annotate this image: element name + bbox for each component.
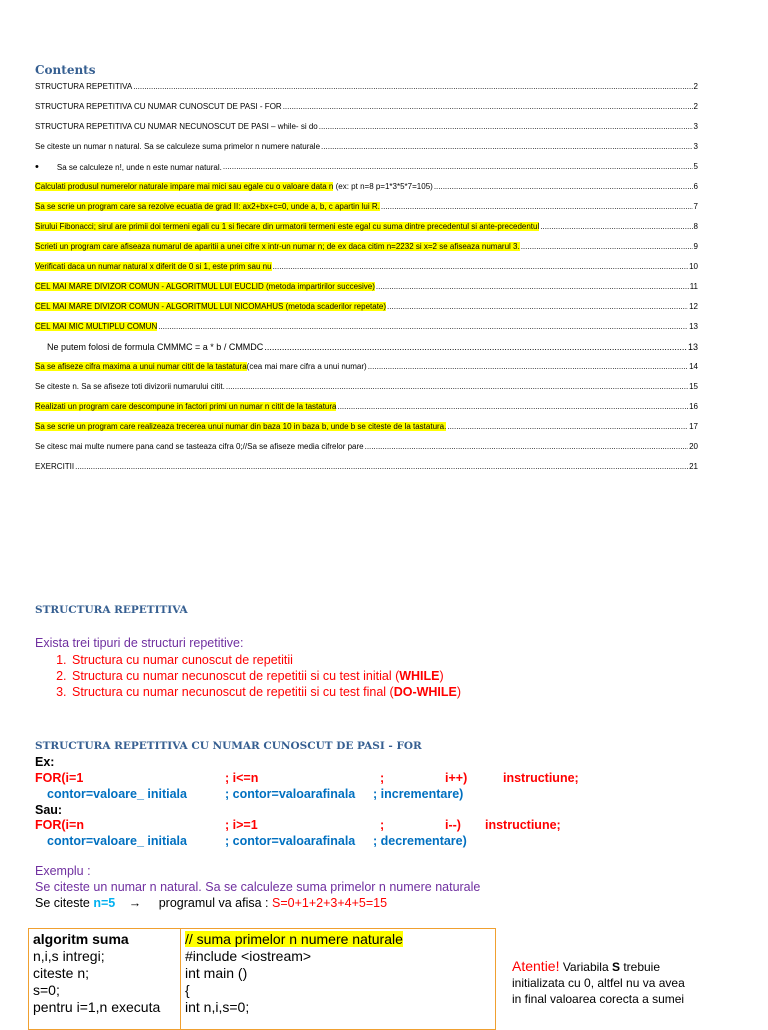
toc-entry[interactable]: CEL MAI MIC MULTIPLU COMUN ..... 13: [35, 320, 698, 340]
toc-entry[interactable]: Se citeste un numar n natural. Sa se calculeze suma primelor n numere naturale ..... 3: [35, 140, 698, 160]
sau-label: Sau:: [35, 803, 63, 817]
toc-entry[interactable]: EXERCITII ..... 21: [35, 460, 698, 480]
toc-page-number: 14: [689, 362, 698, 371]
code-line: int main (): [185, 965, 248, 981]
pseudocode-line: s=0;: [33, 982, 60, 998]
toc-entry[interactable]: Scrieti un program care afiseaza numarul de aparitii a unei cifre x intr-un numar n; de ex daca citim n=2232 si x=2 se afiseaza numarul 3. ..... 9: [35, 240, 698, 260]
code-comment: // suma primelor n numere naturale: [185, 931, 403, 947]
toc-page-number: 3: [693, 142, 698, 151]
list-item: 3. Structura cu numar necunoscut de repetitii si cu test final (DO-WHILE): [70, 684, 461, 700]
attention-note: Atentie! Variabila S trebuie initializata cu 0, altfel nu va avea in final valoarea corecta a sumei: [512, 958, 685, 1006]
toc-page-number: 17: [689, 422, 698, 431]
toc-page-number: 13: [689, 322, 698, 331]
toc-title: Contents: [35, 63, 96, 77]
toc-entry[interactable]: Sa se scrie un program care sa rezolve ecuatia de grad II: ax2+bx+c=0, unde a, b, c apartin lui R. ..... 7: [35, 200, 698, 220]
code-line: #include <iostream>: [185, 948, 312, 964]
toc-entry[interactable]: Realizati un program care descompune in factori primi un numar n citit de la tastatura ..... 16: [35, 400, 698, 420]
pseudocode-title: algoritm suma: [33, 931, 129, 947]
algorithm-table: [28, 928, 496, 1030]
toc-page-number: 2: [693, 102, 698, 111]
code-line: int n,i,s=0;: [185, 999, 250, 1015]
toc-page-number: 5: [693, 162, 698, 171]
toc-entry[interactable]: Calculati produsul numerelor naturale impare mai mici sau egale cu o valoare data n (ex: pt n=8 p=1*3*5*7=105) ..... 6: [35, 180, 698, 200]
pseudocode-line: n,i,s intregi;: [33, 948, 105, 964]
toc-entry[interactable]: Ne putem folosi de formula CMMMC = a * b / CMMDC ..... 13: [35, 340, 698, 360]
pseudocode-line: pentru i=1,n executa: [33, 999, 161, 1015]
toc-page-number: 16: [689, 402, 698, 411]
toc-entry[interactable]: STRUCTURA REPETITIVA CU NUMAR NECUNOSCUT DE PASI – while- si do ..... 3: [35, 120, 698, 140]
toc-page-number: 9: [693, 242, 698, 251]
toc-entry[interactable]: STRUCTURA REPETITIVA CU NUMAR CUNOSCUT DE PASI - FOR ..... 2: [35, 100, 698, 120]
toc-page-number: 8: [693, 222, 698, 231]
toc-page-number: 12: [689, 302, 698, 311]
toc-page-number: 20: [689, 442, 698, 451]
arrow-icon: →: [128, 896, 142, 910]
toc-entry[interactable]: Sa se scrie un program care realizeaza trecerea unui numar din baza 10 in baza b, unde b se citeste de la tastatura. ..... 17: [35, 420, 698, 440]
code-line: {: [185, 982, 190, 998]
toc-entry[interactable]: STRUCTURA REPETITIVA ..... 2: [35, 80, 698, 100]
structure-types-list: [35, 652, 461, 700]
toc-page-number: 6: [693, 182, 698, 191]
toc-entry[interactable]: Sa se afiseze cifra maxima a unui numar citit de la tastatura(cea mai mare cifra a unui numar) ..... 14: [35, 360, 698, 380]
toc-page-number: 7: [693, 202, 698, 211]
toc-page-number: 10: [689, 262, 698, 271]
section-heading-for: STRUCTURA REPETITIVA CU NUMAR CUNOSCUT DE PASI - FOR: [35, 740, 422, 752]
toc-page-number: 13: [687, 342, 698, 352]
section-intro: Exista trei tipuri de structuri repetitive:: [35, 636, 244, 650]
example-text: Se citeste un numar n natural. Sa se calculeze suma primelor n numere naturale: [35, 880, 481, 894]
list-item: 1. Structura cu numar cunoscut de repetitii: [70, 652, 461, 668]
toc-page-number: 2: [693, 82, 698, 91]
pseudocode-line: citeste n;: [33, 965, 90, 981]
cpp-code-cell: [181, 929, 496, 1030]
table-of-contents: [35, 80, 698, 480]
toc-page-number: 15: [689, 382, 698, 391]
example-label: Exemplu :: [35, 864, 91, 878]
toc-entry[interactable]: CEL MAI MARE DIVIZOR COMUN - ALGORITMUL LUI EUCLID (metoda impartirilor succesive) ..... 11: [35, 280, 698, 300]
ex-label: Ex:: [35, 755, 55, 769]
list-item: 2. Structura cu numar necunoscut de repetitii si cu test initial (WHILE): [70, 668, 461, 684]
toc-entry[interactable]: Verificati daca un numar natural x diferit de 0 si 1, este prim sau nu ..... 10: [35, 260, 698, 280]
toc-entry[interactable]: • Sa se calculeze n!, unde n este numar natural. ..... 5: [35, 160, 698, 180]
toc-entry[interactable]: CEL MAI MARE DIVIZOR COMUN - ALGORITMUL LUI NICOMAHUS (metoda scaderilor repetate) ..... 12: [35, 300, 698, 320]
toc-entry[interactable]: Sirului Fibonacci; sirul are primii doi termeni egali cu 1 si fiecare din urmatorii termeni este egal cu suma dintre precedentul si ante-precedentul ..... 8: [35, 220, 698, 240]
toc-page-number: 21: [689, 462, 698, 471]
example-io-line: Se citeste n=5 → programul va afisa : S=0+1+2+3+4+5=15: [35, 896, 388, 910]
pseudocode-cell: [29, 929, 181, 1030]
toc-entry[interactable]: Se citesc mai multe numere pana cand se tasteaza cifra 0;//Sa se afiseze media cifrelor pare ..... 20: [35, 440, 698, 460]
toc-entry[interactable]: Se citeste n. Sa se afiseze toti divizorii numarului citit. ..... 15: [35, 380, 698, 400]
toc-page-number: 3: [693, 122, 698, 131]
toc-page-number: 11: [689, 282, 698, 291]
section-heading-structura-repetitiva: STRUCTURA REPETITIVA: [35, 604, 188, 616]
